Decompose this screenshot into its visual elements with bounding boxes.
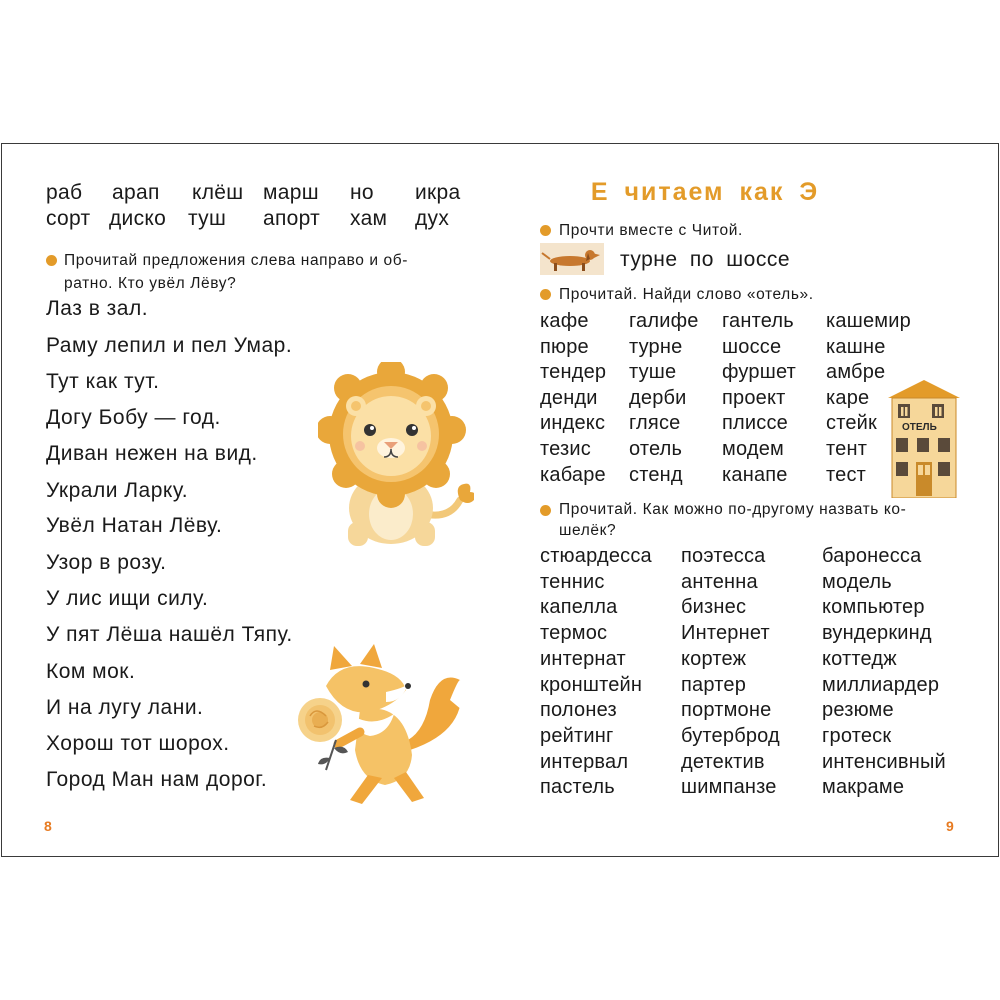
word-item: глясе [629, 412, 681, 435]
bullet-icon [46, 255, 57, 266]
sentence: У лис ищи силу. [46, 587, 209, 610]
syllable: сорт [46, 207, 91, 230]
word-item: коттедж [822, 647, 897, 670]
word-item: интернат [540, 647, 626, 670]
instruction-line: шелёк? [559, 522, 617, 539]
lion-illustration [318, 362, 474, 552]
word-item: стенд [629, 463, 683, 486]
instruction-line: Прочитай. Как можно по-другому назвать ко- [559, 501, 907, 518]
word-item: вундеркинд [822, 622, 932, 645]
word-item: компьютер [822, 596, 925, 619]
word-item: модель [822, 570, 892, 593]
word-item: модем [722, 438, 784, 460]
word-item: кашемир [826, 310, 911, 332]
word-item: пюре [540, 335, 589, 358]
syllable: но [350, 181, 374, 204]
word-item: галифе [629, 310, 699, 332]
word-item: каре [826, 386, 870, 409]
word-item: детектив [681, 750, 765, 773]
syllable: апорт [263, 207, 321, 230]
word-item: миллиардер [822, 673, 940, 696]
word-item: антенна [681, 570, 758, 593]
word-item: интервал [540, 750, 629, 773]
word-item: Интернет [681, 622, 770, 645]
word-item: рейтинг [540, 724, 614, 747]
syllable: икра [415, 181, 461, 204]
word-item: макраме [822, 776, 905, 799]
word-item: денди [540, 386, 598, 409]
word-item: индекс [540, 412, 606, 435]
word-item: кашне [826, 335, 886, 358]
sentence: Хорош тот шорох. [46, 732, 230, 755]
sentence: Узор в розу. [46, 551, 167, 574]
sentence: Увёл Натан Лёву. [46, 514, 223, 537]
word-item: тендер [540, 361, 607, 384]
bullet-icon [540, 225, 551, 236]
word-item: кафе [540, 310, 589, 332]
word-item: шимпанзе [681, 776, 777, 799]
sentence: Раму лепил и пел Умар. [46, 334, 293, 357]
word-item: фуршет [722, 361, 796, 384]
fox-with-flower-illustration [290, 640, 480, 810]
page-number-left: 8 [44, 818, 52, 834]
bullet-icon [540, 505, 551, 516]
hotel-sign: ОТЕЛЬ [902, 422, 937, 433]
sentence: Догу Бобу — год. [46, 406, 221, 429]
word-item: шоссе [722, 335, 782, 358]
word-item: турне [629, 335, 683, 358]
word-item: стюардесса [540, 545, 652, 567]
sentence: Лаз в зал. [46, 297, 149, 320]
word-item: интенсивный [822, 750, 946, 773]
page-number-right: 9 [946, 818, 954, 834]
word-item: амбре [826, 361, 886, 384]
word-item: тезис [540, 438, 591, 460]
syllable: клёш [192, 181, 244, 204]
sentence: Тут как тут. [46, 370, 160, 393]
word-item: портмоне [681, 699, 772, 722]
word-item: полонез [540, 699, 617, 722]
word-item: тент [826, 438, 868, 460]
word-item: капелла [540, 596, 618, 619]
instruction-line: Прочитай. Найди слово «отель». [559, 286, 814, 303]
word-item: поэтесса [681, 545, 766, 567]
syllable: туш [188, 207, 227, 230]
word-item: кабаре [540, 463, 606, 486]
word-item: теннис [540, 570, 605, 593]
instruction-line: ратно. Кто увёл Лёву? [64, 275, 237, 292]
instruction-line: Прочти вместе с Читой. [559, 222, 743, 239]
word-item: бизнес [681, 596, 747, 619]
word-item: туше [629, 361, 677, 384]
hotel-building-illustration [886, 378, 962, 498]
syllable: диско [109, 207, 167, 230]
phrase: турне по шоссе [620, 248, 790, 271]
word-item: резюме [822, 699, 894, 722]
word-item: бутерброд [681, 724, 780, 747]
word-item: канапе [722, 463, 788, 486]
word-item: баронесса [822, 545, 922, 567]
word-item: пастель [540, 776, 615, 799]
sentence: Ком мок. [46, 660, 136, 683]
dachshund-illustration [540, 243, 604, 275]
instruction-line: Прочитай предложения слева направо и об- [64, 252, 409, 269]
sentence: И на лугу лани. [46, 696, 204, 719]
sentence: Украли Ларку. [46, 479, 189, 502]
word-item: проект [722, 386, 786, 409]
word-item: термос [540, 622, 608, 645]
word-item: кронштейн [540, 673, 643, 696]
sentence: У пят Лёша нашёл Тяпу. [46, 623, 293, 646]
syllable: арап [112, 181, 160, 204]
sentence: Диван нежен на вид. [46, 442, 258, 465]
word-item: партер [681, 673, 747, 696]
word-item: кортеж [681, 647, 747, 670]
bullet-icon [540, 289, 551, 300]
word-item: гротеск [822, 724, 892, 747]
word-item: стейк [826, 412, 877, 435]
syllable: хам [350, 207, 388, 230]
word-item: тест [826, 463, 867, 486]
word-item: плиссе [722, 412, 788, 435]
page-title: Е читаем как Э [590, 178, 820, 206]
word-item: отель [629, 438, 683, 460]
word-item: гантель [722, 310, 794, 332]
syllable: раб [46, 181, 83, 204]
syllable: дух [415, 207, 450, 230]
sentence: Город Ман нам дорог. [46, 768, 268, 791]
word-item: дерби [629, 386, 687, 409]
syllable: марш [263, 181, 319, 204]
